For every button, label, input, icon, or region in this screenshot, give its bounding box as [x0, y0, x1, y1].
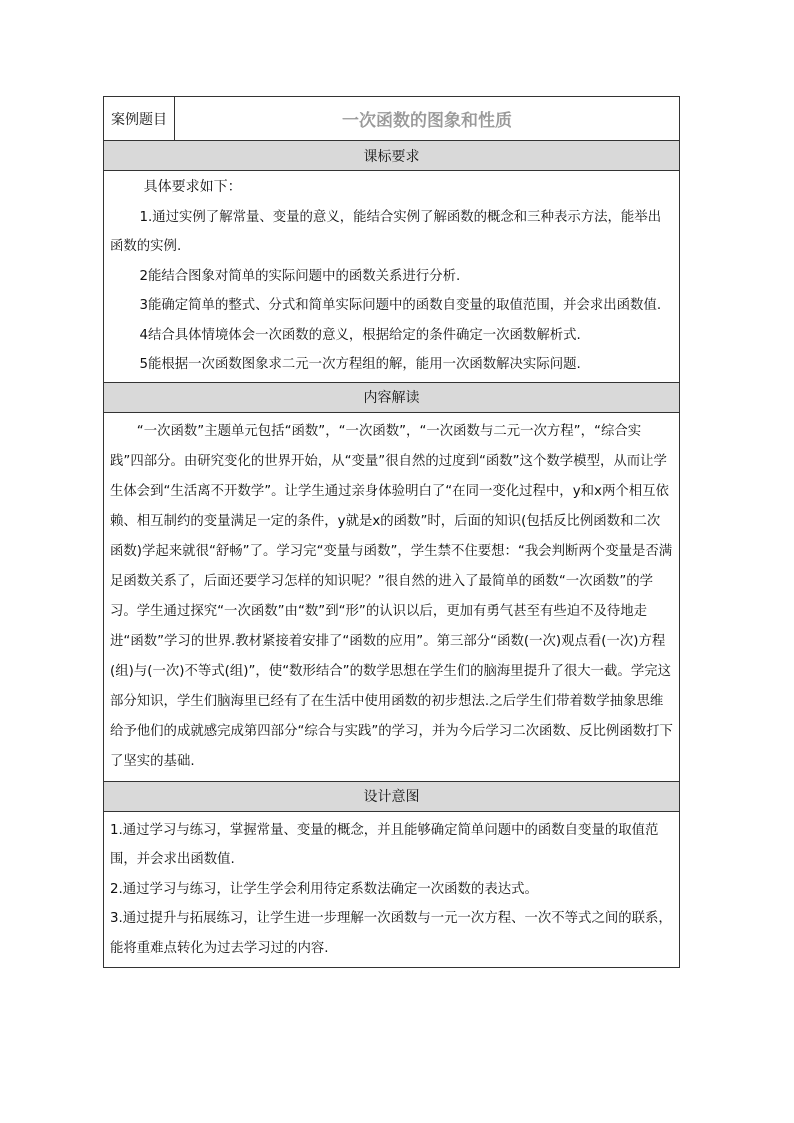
paragraph: “一次函数”主题单元包括“函数”，“一次函数”，“一次函数与二元一次方程”，“综合实践”四部分。由研究变化的世界开始，从“变量”很自然的过度到“函数”这个数学模型，从而让学生体会到“生活离不开数学”。让学生通过亲身体验明白了“在同一变化过程中，y和x两个相互依赖、相互制约的变量满足一定的条件，y就是x的函数”时，后面的知识(包括反比例函数和二次函数)学起来就很“舒畅”了。学习完“变量与函数”，学生禁不住要想：“我会判断两个变量是否满足函数关系了，后面还要学习怎样的知识呢？”很自然的进入了最简单的函数“一次函数”的学习。学生通过探究“一次函数”由“数”到“形”的认识以后，更加有勇气甚至有些迫不及待地走进“函数”学习的世界.教材紧接着安排了“函数的应用”。第三部分“函数(一次)观点看(一次)方程(组)与(一次)不等式(组)”，使“数形结合”的数学思想在学生们的脑海里提升了很大一截。学完这部分知识，学生们脑海里已经有了在生活中使用函数的初步想法.之后学生们带着数学抽象思维给予他们的成就感完成第四部分“综合与实践”的学习，并为今后学习二次函数、反比例函数打下了坚实的基础.	[110, 423, 673, 769]
paragraph: 3能确定简单的整式、分式和简单实际问题中的函数自变量的取值范围，并会求出函数值.	[139, 298, 662, 313]
paragraph: 4结合具体情境体会一次函数的意义，根据给定的条件确定一次函数解析式.	[139, 327, 581, 343]
lesson-title: 一次函数的图象和性质	[342, 111, 512, 131]
lesson-table	[103, 96, 680, 968]
paragraph: 2.通过学习与练习，让学生学会利用待定系数法确定一次函数的表达式。	[110, 881, 538, 897]
paragraph: 1.通过学习与练习，掌握常量、变量的概念，并且能够确定简单问题中的函数自变量的取值范围，并会求出函数值.	[110, 822, 659, 867]
section-header-interpretation: 内容解读	[104, 383, 679, 413]
section-header-design-intent: 设计意图	[104, 782, 679, 812]
paragraph: 5能根据一次函数图象求二元一次方程组的解，能用一次函数解决实际问题.	[139, 357, 581, 372]
section-body-interpretation	[104, 413, 679, 782]
section-body-curriculum	[104, 171, 679, 383]
paragraph: 1.通过实例了解常量、变量的意义，能结合实例了解函数的概念和三种表示方法，能举出函数的实例.	[110, 209, 662, 254]
paragraph: 具体要求如下：	[143, 179, 242, 195]
title-row	[104, 97, 679, 141]
title-label: 案例题目	[104, 97, 175, 140]
section-body-design-intent	[104, 812, 679, 968]
section-header-curriculum: 课标要求	[104, 141, 679, 171]
paragraph: 3.通过提升与拓展练习，让学生进一步理解一次函数与一元一次方程、一次不等式之间的联系，能将重难点转化为过去学习过的内容.	[110, 911, 672, 956]
paragraph: 2能结合图象对简单的实际问题中的函数关系进行分析.	[139, 268, 461, 284]
